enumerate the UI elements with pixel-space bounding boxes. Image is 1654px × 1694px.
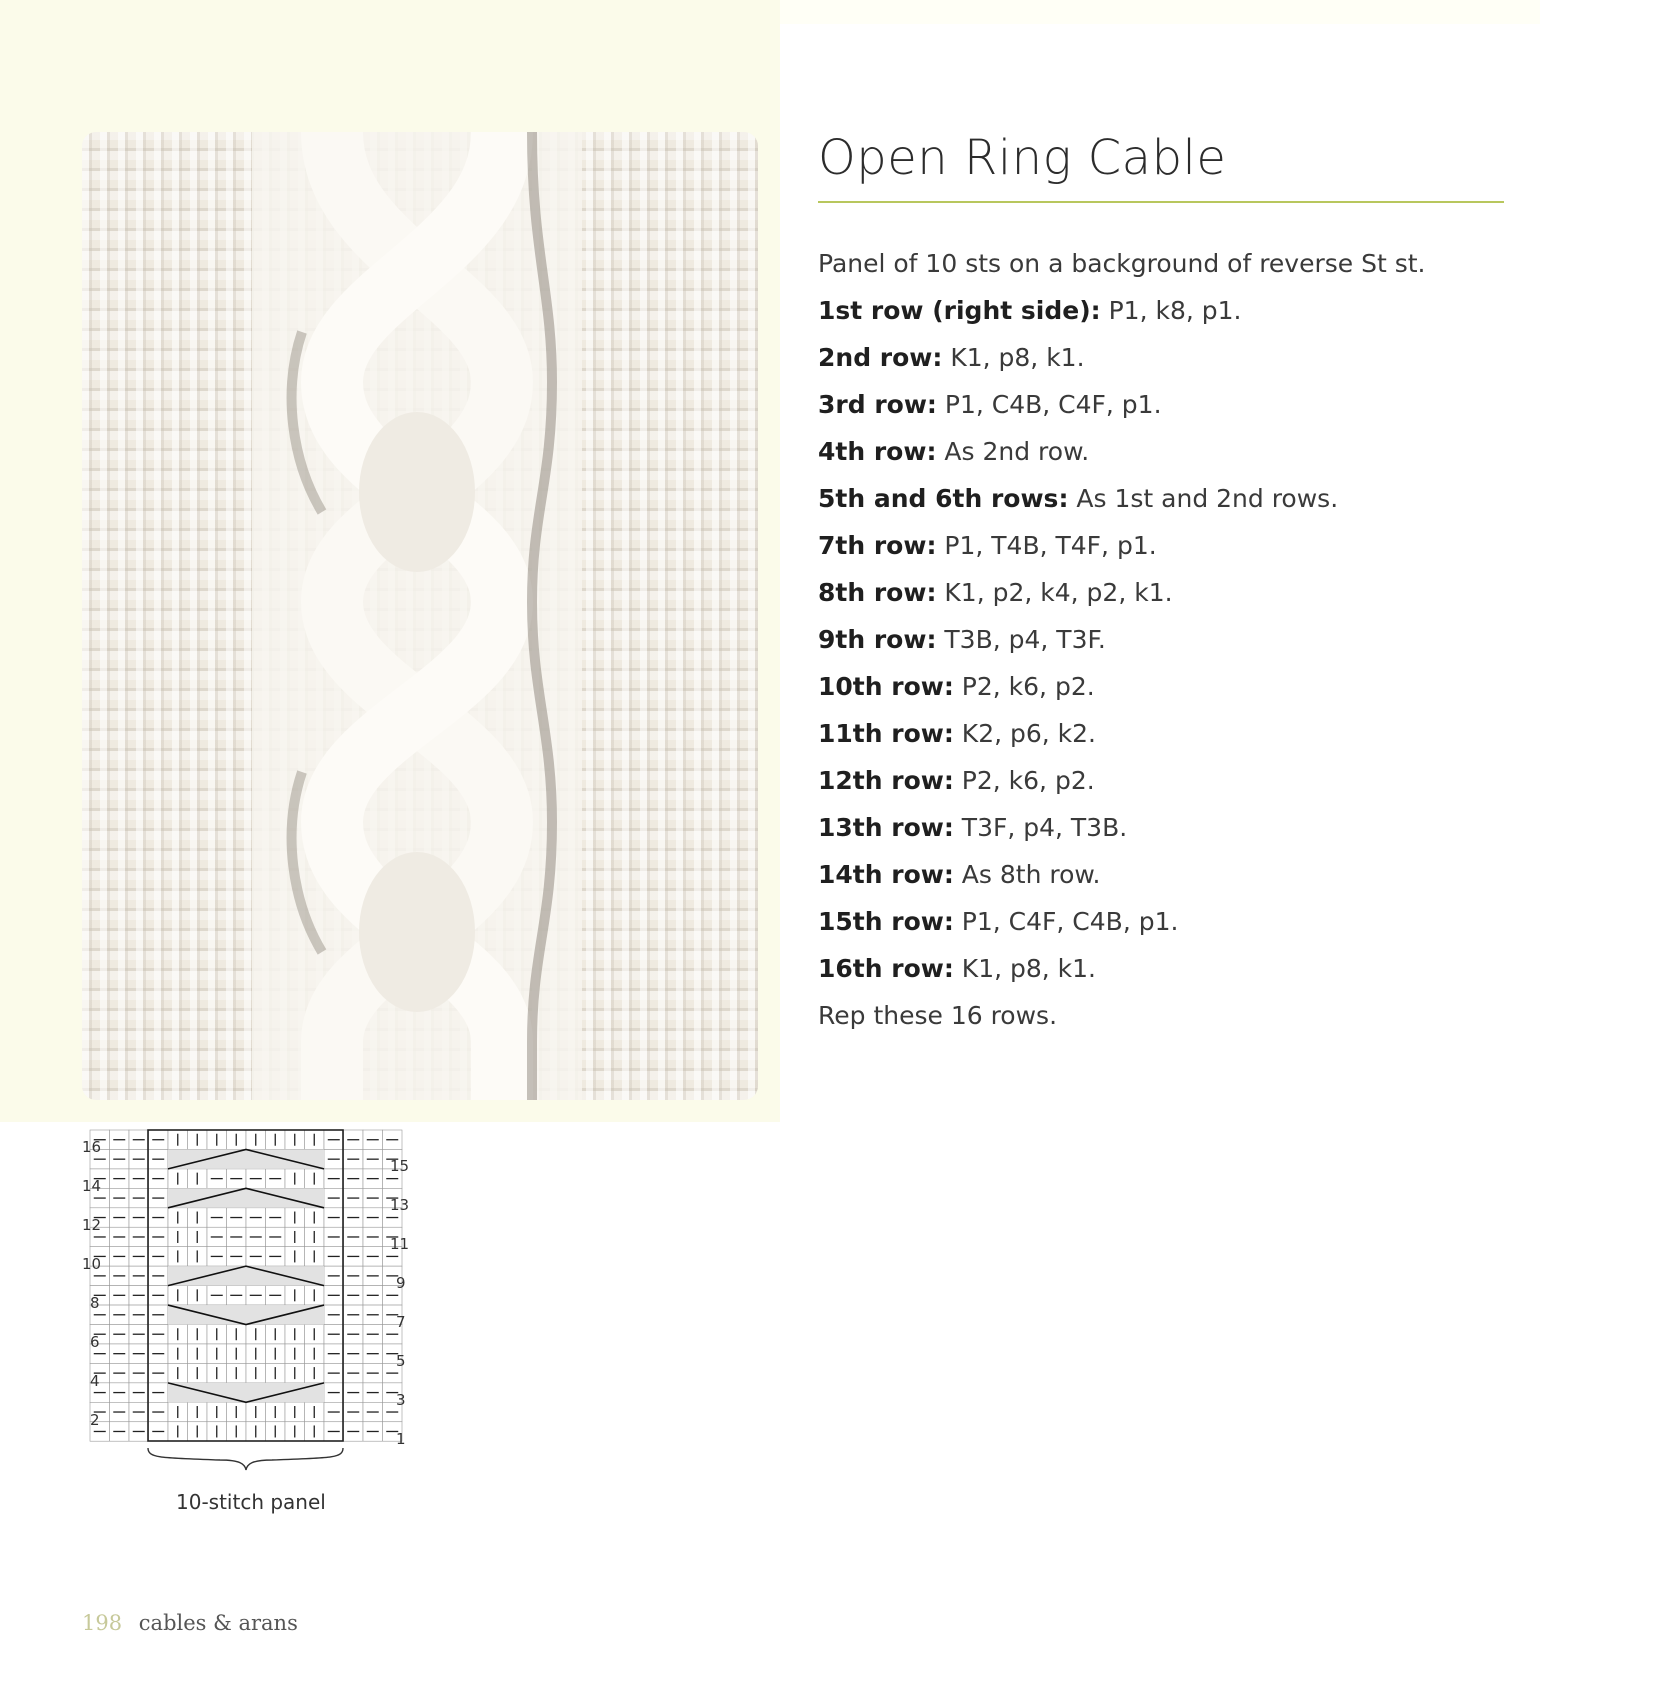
row-number: 14 — [82, 1177, 102, 1195]
row-label: 11th row: — [818, 719, 954, 748]
row-label: 2nd row: — [818, 343, 943, 372]
row-instruction — [818, 804, 1518, 851]
row-text: As 8th row. — [961, 860, 1101, 889]
row-instruction — [818, 287, 1518, 334]
pattern-intro: Panel of 10 sts on a background of reverse St st. — [818, 249, 1426, 278]
row-text: As 1st and 2nd rows. — [1076, 484, 1339, 513]
row-label: 5th and 6th rows: — [818, 484, 1069, 513]
row-label: 1st row (right side): — [818, 296, 1101, 325]
row-text: K1, p8, k1. — [950, 343, 1085, 372]
row-instruction — [818, 381, 1518, 428]
row-instruction — [818, 475, 1518, 522]
row-instruction — [818, 428, 1518, 475]
row-text: P1, C4F, C4B, p1. — [961, 907, 1179, 936]
row-number: 5 — [396, 1352, 406, 1370]
pattern-instructions — [818, 240, 1518, 1039]
row-number: 6 — [90, 1333, 100, 1351]
row-text: P1, k8, p1. — [1108, 296, 1242, 325]
row-number: 2 — [90, 1411, 100, 1429]
row-number: 3 — [396, 1391, 406, 1409]
row-text: P2, k6, p2. — [961, 766, 1095, 795]
row-text: P1, C4B, C4F, p1. — [944, 390, 1162, 419]
row-text: As 2nd row. — [944, 437, 1090, 466]
title-rule — [818, 201, 1504, 203]
row-instruction — [818, 334, 1518, 381]
row-instruction — [818, 522, 1518, 569]
row-number: 9 — [396, 1274, 406, 1292]
cable-band — [168, 1383, 324, 1402]
panel-brace — [148, 1448, 343, 1470]
row-number: 10 — [82, 1255, 102, 1273]
row-label: 3rd row: — [818, 390, 937, 419]
row-label: 14th row: — [818, 860, 954, 889]
row-label: 8th row: — [818, 578, 937, 607]
section-name: cables & arans — [138, 1611, 298, 1635]
row-number: 13 — [390, 1196, 410, 1214]
row-text: P2, k6, p2. — [961, 672, 1095, 701]
row-number: 4 — [90, 1372, 100, 1390]
row-label: 4th row: — [818, 437, 937, 466]
row-text: T3B, p4, T3F. — [944, 625, 1106, 654]
row-instruction — [818, 851, 1518, 898]
row-number: 11 — [390, 1235, 410, 1253]
stitch-chart — [70, 1128, 430, 1488]
cable-band — [168, 1305, 324, 1324]
cable-band — [168, 1266, 324, 1285]
row-instruction — [818, 569, 1518, 616]
row-instruction — [818, 663, 1518, 710]
row-label: 15th row: — [818, 907, 954, 936]
row-label: 16th row: — [818, 954, 954, 983]
row-label: 13th row: — [818, 813, 954, 842]
row-text: P1, T4B, T4F, p1. — [944, 531, 1157, 560]
row-number: 1 — [396, 1430, 406, 1448]
row-text: K1, p8, k1. — [961, 954, 1096, 983]
chart-caption: 10-stitch panel — [176, 1490, 326, 1514]
row-text: K1, p2, k4, p2, k1. — [944, 578, 1173, 607]
row-text: K2, p6, k2. — [961, 719, 1096, 748]
row-instruction — [818, 616, 1518, 663]
row-number: 12 — [82, 1216, 102, 1234]
page-title: Open Ring Cable — [818, 130, 1227, 186]
row-label: 7th row: — [818, 531, 937, 560]
cable-illustration — [82, 132, 758, 1100]
row-label: 12th row: — [818, 766, 954, 795]
row-number: 8 — [90, 1294, 100, 1312]
repeat-note: Rep these 16 rows. — [818, 1001, 1058, 1030]
row-number: 7 — [396, 1313, 406, 1331]
row-instruction — [818, 710, 1518, 757]
swatch-photo — [82, 132, 758, 1100]
page-number: 198 — [82, 1611, 123, 1635]
row-instruction — [818, 757, 1518, 804]
row-label: 9th row: — [818, 625, 937, 654]
row-number: 15 — [390, 1157, 410, 1175]
page-footer — [82, 1611, 298, 1635]
cable-band — [168, 1149, 324, 1168]
cable-band — [168, 1188, 324, 1207]
row-label: 10th row: — [818, 672, 954, 701]
row-instruction — [818, 945, 1518, 992]
row-number: 16 — [82, 1138, 102, 1156]
row-instruction — [818, 898, 1518, 945]
row-text: T3F, p4, T3B. — [961, 813, 1128, 842]
